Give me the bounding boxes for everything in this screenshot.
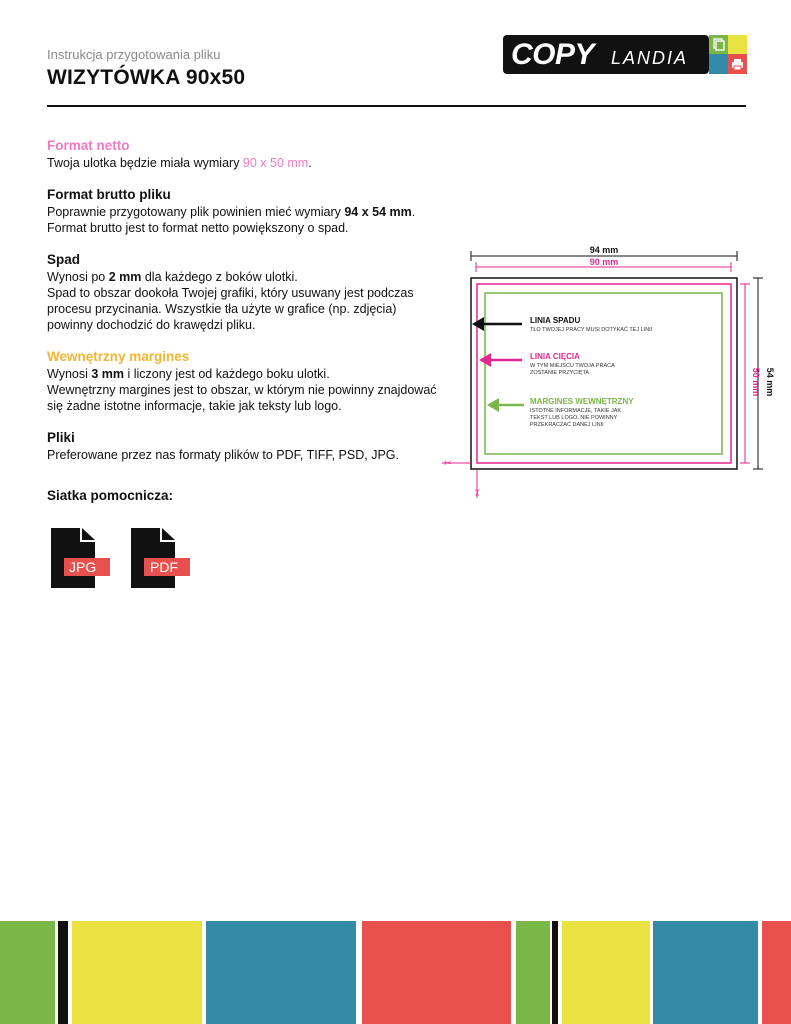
format-netto-dimension: 90 x 50 mm	[242, 156, 309, 170]
format-brutto-line1-after: .	[411, 205, 416, 219]
margines-wewn-title: MARGINES WEWNĘTRZNY	[530, 397, 634, 406]
header-divider	[47, 105, 746, 107]
section-margines	[47, 348, 442, 414]
spad-line1-after: dla każdego z boków ulotki.	[141, 270, 298, 284]
section-format-netto	[47, 137, 442, 171]
logo-word-copy: COPY	[511, 38, 595, 71]
scissors-icon-left: ✂	[444, 459, 452, 469]
pliki-heading: Pliki	[47, 430, 75, 445]
logo-copy-icon	[709, 35, 728, 54]
margines-heading: Wewnętrzny margines	[47, 349, 190, 364]
stripe-yellow-1	[72, 921, 202, 1024]
jpg-file-icon[interactable]	[50, 526, 112, 590]
business-card-diagram	[442, 242, 775, 502]
pliki-text: Preferowane przez nas formaty plików to PDF, TIFF, PSD, JPG.	[47, 448, 399, 462]
margines-wewn-desc2: TEKST LUB LOGO, NIE POWINNY	[530, 415, 618, 421]
stripe-blue-2	[653, 921, 758, 1024]
stripe-yellow-2	[562, 921, 650, 1024]
format-brutto-line2: Format brutto jest to format netto powiększony o spad.	[47, 221, 349, 235]
cut-line-rect	[477, 284, 731, 463]
logo-printer-icon	[728, 54, 747, 74]
margines-line2: Wewnętrzny margines jest to obszar, w którym nie powinny znajdować się żadne istotne informacje, takie jak teksty lub logo.	[47, 383, 437, 413]
stripe-red-1	[362, 921, 511, 1024]
stripe-red-2	[762, 921, 791, 1024]
dimension-94-label: 94 mm	[589, 245, 619, 255]
stripe-black-2	[552, 921, 558, 1024]
document-title: WIZYTÓWKA 90x50	[47, 66, 246, 89]
stripe-blue-1	[206, 921, 356, 1024]
section-format-brutto	[47, 186, 442, 236]
spad-line1-before: Wynosi po	[47, 270, 109, 284]
linia-ciecia-desc1: W TYM MIEJSCU TWOJA PRACA	[530, 363, 615, 369]
margines-line1	[47, 366, 442, 382]
stripe-green-1	[0, 921, 55, 1024]
pdf-label: PDF	[150, 559, 178, 575]
scissors-icon-bottom: ✂	[471, 489, 481, 497]
linia-spadu-desc: TŁO TWOJEJ PRACY MUSI DOTYKAĆ TEJ LINII	[530, 327, 653, 333]
spad-heading: Spad	[47, 252, 81, 267]
format-netto-text-after: .	[308, 156, 312, 170]
spad-size: 2 mm	[108, 270, 142, 284]
linia-ciecia-desc2: ZOSTANIE PRZYCIĘTA	[530, 370, 590, 376]
dimension-54-label: 54 mm	[765, 367, 775, 397]
document-subtitle: Instrukcja przygotowania pliku	[47, 47, 221, 62]
dimension-50-label: 50 mm	[751, 367, 761, 397]
linia-ciecia-title: LINIA CIĘCIA	[530, 352, 580, 361]
pdf-file-icon[interactable]	[130, 526, 192, 590]
format-brutto-line1-before: Poprawnie przygotowany plik powinien mieć wymiary	[47, 205, 345, 219]
format-netto-text-before: Twoja ulotka będzie miała wymiary	[47, 156, 243, 170]
section-pliki	[47, 429, 442, 463]
spad-line2: Spad to obszar dookoła Twojej grafiki, który usuwany jest podczas procesu przycinania. Wszystkie tła użyte w grafice (np. zdjęcia) powinny dochodzić do krawędzi pliku.	[47, 286, 414, 332]
instructions-content	[47, 137, 442, 478]
dimension-90-label: 90 mm	[589, 257, 619, 267]
margines-size: 3 mm	[91, 367, 124, 381]
logo-blue-square	[709, 54, 728, 74]
inner-margin-rect	[485, 293, 722, 454]
bleed-line-rect	[471, 278, 737, 469]
jpg-label: JPG	[69, 559, 97, 575]
linia-spadu-title: LINIA SPADU	[530, 316, 581, 325]
format-netto-heading: Format netto	[47, 138, 130, 153]
stripe-green-2	[516, 921, 550, 1024]
margin-arrow-head	[487, 398, 499, 412]
logo-word-landia: LANDIA	[611, 48, 689, 68]
section-spad	[47, 251, 442, 333]
margines-line1-after: i liczony jest od każdego boku ulotki.	[124, 367, 330, 381]
format-brutto-heading: Format brutto pliku	[47, 187, 171, 202]
logo-yellow-square	[728, 35, 747, 54]
format-netto-text	[47, 155, 442, 171]
spad-line1	[47, 269, 442, 285]
logo-box	[503, 35, 709, 74]
stripe-black-1	[58, 921, 68, 1024]
bleed-arrow-head	[472, 317, 484, 331]
margines-wewn-desc1: ISTOTNE INFORMACJE, TAKIE JAK	[530, 408, 622, 414]
copylandia-logo	[503, 35, 747, 74]
format-brutto-dimension: 94 x 54 mm	[344, 205, 412, 219]
footer-color-stripes	[0, 921, 791, 1024]
siatka-heading: Siatka pomocnicza:	[47, 488, 174, 503]
margines-line1-before: Wynosi	[47, 367, 92, 381]
margines-wewn-desc3: PRZEKRACZAĆ DANEJ LINII	[530, 422, 604, 428]
format-brutto-line1	[47, 204, 442, 220]
